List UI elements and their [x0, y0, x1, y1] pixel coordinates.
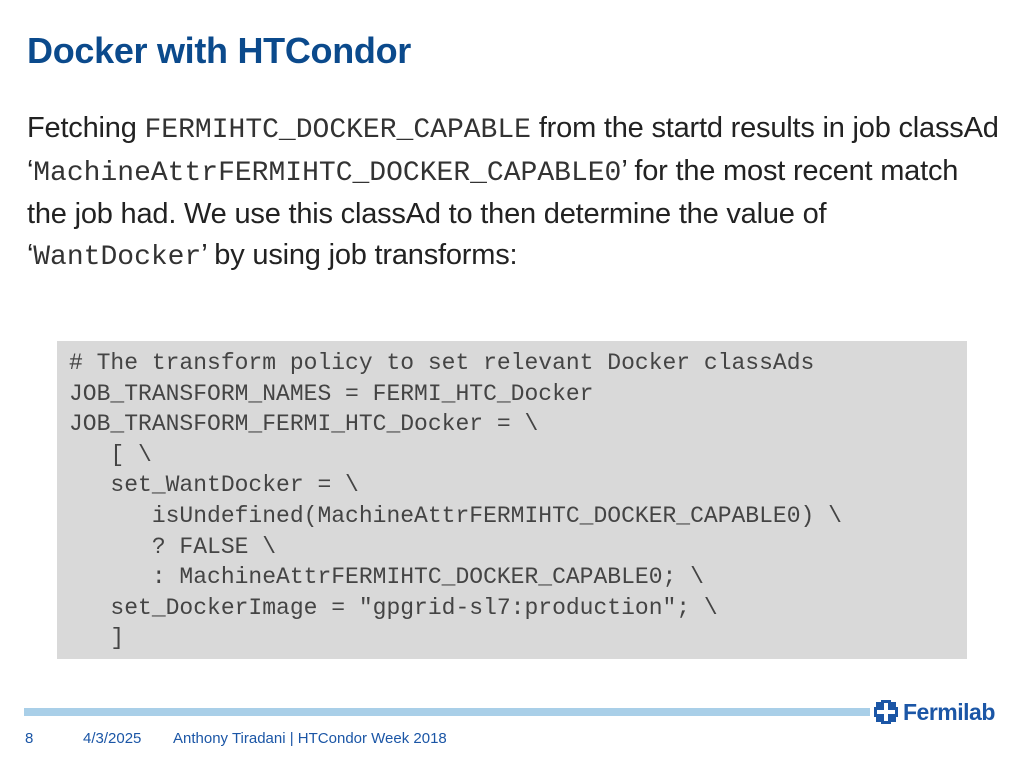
body-text-2: from the startd results in job classAd ‘ — [27, 112, 999, 187]
footer-bar — [24, 708, 870, 716]
code-line: ] — [69, 625, 125, 652]
fermilab-logo-icon — [874, 700, 898, 724]
body-text-3: ’ for the most recent match the job had. We use this classAd to then determine the value of ‘ — [27, 155, 959, 271]
code-line: set_WantDocker = \ — [69, 472, 359, 499]
code-block — [57, 341, 967, 659]
page-number: 8 — [25, 730, 34, 747]
code-line: JOB_TRANSFORM_FERMI_HTC_Docker = \ — [69, 411, 539, 438]
fermilab-logo-text: Fermilab — [903, 698, 995, 725]
code-line: : MachineAttrFERMIHTC_DOCKER_CAPABLE0; \ — [69, 564, 704, 591]
code-line: set_DockerImage = "gpgrid-sl7:production"; \ — [69, 594, 718, 621]
code-line: isUndefined(MachineAttrFERMIHTC_DOCKER_CAPABLE0) \ — [69, 502, 842, 529]
code-line: # The transform policy to set relevant Docker classAds — [69, 350, 815, 376]
code-term-want-docker: WantDocker — [33, 242, 202, 273]
code-line: JOB_TRANSFORM_NAMES = FERMI_HTC_Docker — [69, 380, 594, 407]
code-term-docker-capable: FERMIHTC_DOCKER_CAPABLE — [144, 115, 531, 146]
fermilab-logo — [874, 699, 995, 725]
body-text-1: Fetching — [27, 112, 145, 144]
body-paragraph — [27, 108, 1002, 278]
code-term-machine-attr: MachineAttrFERMIHTC_DOCKER_CAPABLE0 — [33, 158, 622, 189]
footer-credit: Anthony Tiradani | HTCondor Week 2018 — [173, 730, 447, 747]
body-text-4: ’ by using job transforms: — [201, 239, 518, 271]
code-line: ? FALSE \ — [69, 533, 277, 560]
footer-date: 4/3/2025 — [83, 730, 142, 747]
slide-title: Docker with HTCondor — [27, 30, 412, 71]
code-line: [ \ — [69, 441, 152, 468]
